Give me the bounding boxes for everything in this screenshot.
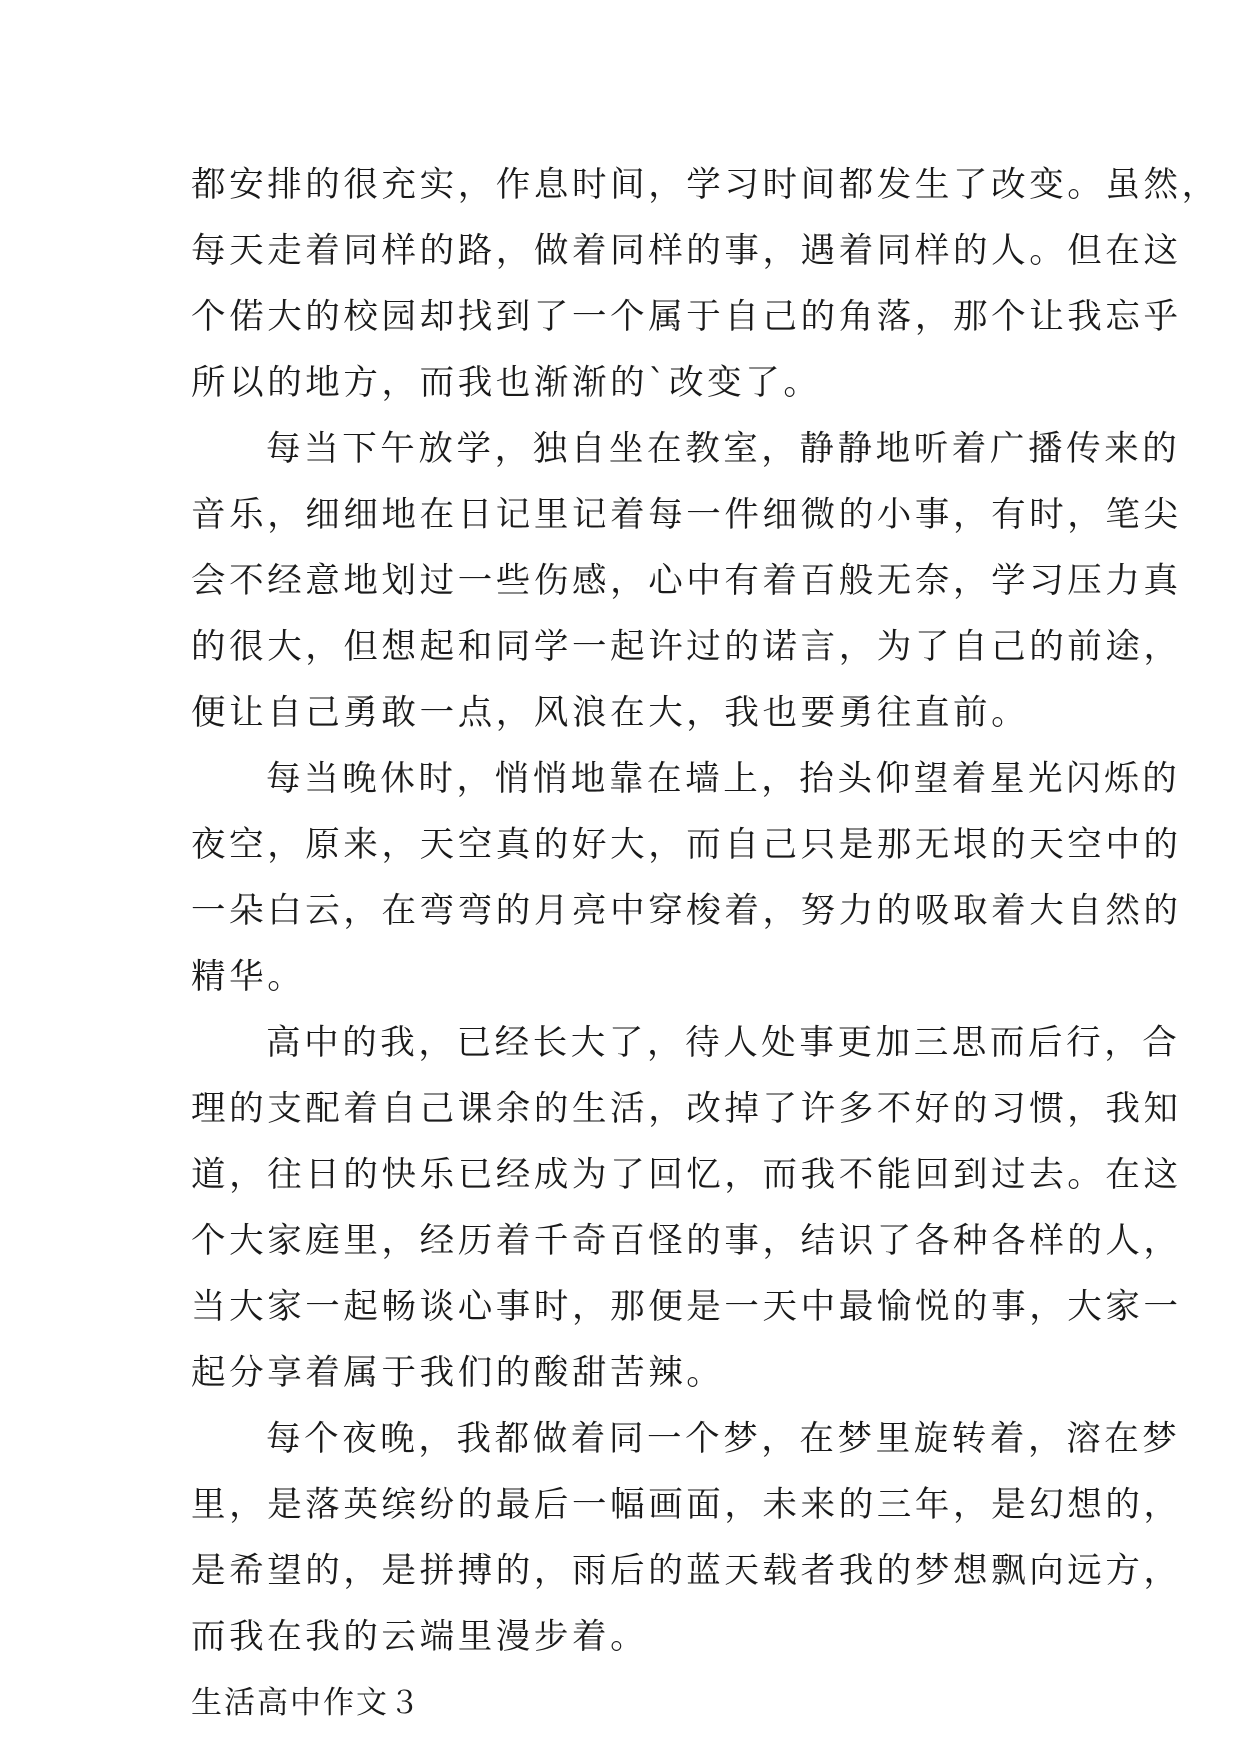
text-line: 里，是落英缤纷的最后一幅画面，未来的三年，是幻想的， bbox=[191, 1485, 1182, 1525]
text-line: 音乐，细细地在日记里记着每一件细微的小事，有时，笔尖 bbox=[191, 495, 1182, 535]
text-line: 而我在我的云端里漫步着。 bbox=[191, 1617, 649, 1657]
text-line: 所以的地方，而我也渐渐的`改变了。 bbox=[191, 363, 822, 403]
text-line: 个大家庭里，经历着千奇百怪的事，结识了各种各样的人， bbox=[191, 1221, 1182, 1261]
text-line: 每天走着同样的路，做着同样的事，遇着同样的人。但在这 bbox=[191, 231, 1182, 271]
text-line: 是希望的，是拼搏的，雨后的蓝天载者我的梦想飘向远方， bbox=[191, 1551, 1182, 1591]
text-line: 当大家一起畅谈心事时，那便是一天中最愉悦的事，大家一 bbox=[191, 1287, 1182, 1327]
document-body bbox=[191, 152, 1220, 1670]
text-line: 一朵白云，在弯弯的月亮中穿梭着，努力的吸取着大自然的 bbox=[191, 891, 1182, 931]
text-line: 高中的我，已经长大了，待人处事更加三思而后行，合 bbox=[266, 1023, 1181, 1063]
text-line: 夜空，原来，天空真的好大，而自己只是那无垠的天空中的 bbox=[191, 825, 1182, 865]
document-page bbox=[191, 152, 1220, 1736]
text-line: 精华。 bbox=[191, 957, 306, 997]
text-line: 起分享着属于我们的酸甜苦辣。 bbox=[191, 1353, 725, 1393]
text-line: 个偌大的校园却找到了一个属于自己的角落，那个让我忘乎 bbox=[191, 297, 1182, 337]
text-line: 便让自己勇敢一点，风浪在大，我也要勇往直前。 bbox=[191, 693, 1030, 733]
text-line: 的很大，但想起和同学一起许过的诺言，为了自己的前途， bbox=[191, 627, 1182, 667]
text-line: 都安排的很充实，作息时间，学习时间都发生了改变。虽然， bbox=[191, 165, 1220, 205]
text-line: 理的支配着自己课余的生活，改掉了许多不好的习惯，我知 bbox=[191, 1089, 1182, 1129]
text-line: 每个夜晚，我都做着同一个梦，在梦里旋转着，溶在梦 bbox=[266, 1419, 1181, 1459]
section-heading: 生活高中作文３ bbox=[191, 1685, 422, 1721]
text-line: 会不经意地划过一些伤感，心中有着百般无奈，学习压力真 bbox=[191, 561, 1182, 601]
text-line: 每当晚休时，悄悄地靠在墙上，抬头仰望着星光闪烁的 bbox=[266, 759, 1181, 799]
text-line: 道，往日的快乐已经成为了回忆，而我不能回到过去。在这 bbox=[191, 1155, 1182, 1195]
text-line: 每当下午放学，独自坐在教室，静静地听着广播传来的 bbox=[266, 429, 1181, 469]
